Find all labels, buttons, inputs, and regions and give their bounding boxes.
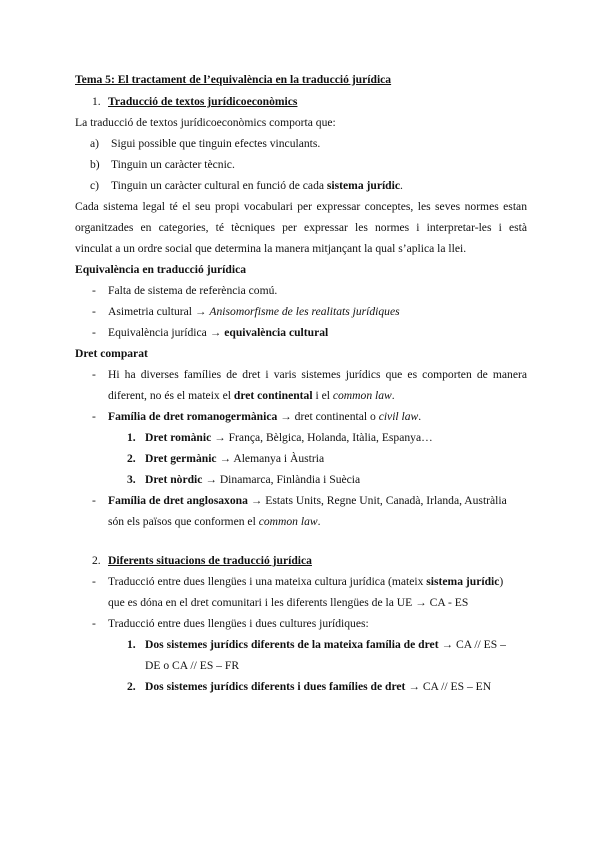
list-item: Tinguin un caràcter cultural en funció de cada sistema jurídic. [111,179,403,192]
list-marker: b) [90,158,100,171]
document-title: Tema 5: El tractament de l’equivalència en la traducció jurídica [75,73,392,86]
sub-item-continuation: DE o CA // ES – FR [145,659,240,672]
list-item: Equivalència jurídica → equivalència cultural [108,326,329,339]
sub-item: Dos sistemes jurídics diferents i dues famílies de dret → CA // ES – EN [145,680,492,693]
sub-item: Dret romànic → França, Bèlgica, Holanda, Itàlia, Espanya… [145,431,433,444]
bullet-marker: - [92,284,96,297]
bullet-marker: - [92,368,96,381]
bullet-marker: - [92,575,96,588]
list-item-continuation: són els països que conformen el common law. [108,515,321,528]
list-item: Família de dret anglosaxona → Estats Units, Regne Unit, Canadà, Irlanda, Austràlia [108,494,507,507]
list-item: Hi ha diverses famílies de dret i varis sistemes jurídics que es comporten de manera [108,368,527,381]
list-item: Asimetria cultural → Anisomorfisme de les realitats jurídiques [108,305,400,318]
list-item: Sigui possible que tinguin efectes vinculants. [111,137,321,150]
list-marker: c) [90,179,100,192]
list-item-continuation: que es dóna en el dret comunitari i les diferents llengües de la UE → CA - ES [108,596,469,609]
sub-item: Dret germànic → Alemanya i Àustria [145,452,325,465]
bullet-marker: - [92,326,96,339]
section2-number: 2. [92,554,101,567]
bullet-marker: - [92,617,96,630]
list-item: Família de dret romanogermànica → dret continental o civil law. [108,410,422,423]
list-item: Falta de sistema de referència comú. [108,284,278,297]
list-item: Tinguin un caràcter tècnic. [111,158,235,171]
sub-marker: 3. [127,473,136,486]
sub-marker: 2. [127,680,136,693]
list-item-continuation: diferent, no és el mateix el dret continental i el common law. [108,389,395,402]
bullet-marker: - [92,410,96,423]
section1-number: 1. [92,95,101,108]
paragraph-line: organitzades en categories, té tècniques per expressar les normes i interpretar-les i està [75,221,527,234]
section2-heading: Diferents situacions de traducció jurídica [108,554,312,567]
equivalence-heading: Equivalència en traducció jurídica [75,263,247,276]
sub-item: Dret nòrdic → Dinamarca, Finlàndia i Suècia [145,473,361,486]
list-item: Traducció entre dues llengües i una mateixa cultura jurídica (mateix sistema jurídic) [108,575,504,588]
list-marker: a) [90,137,100,150]
paragraph-line: vinculat a un ordre social que determina la manera mitjançant la qual s’aplica la llei. [75,242,467,255]
comparative-heading: Dret comparat [75,347,148,360]
list-item: Traducció entre dues llengües i dues cultures jurídiques: [108,617,369,630]
sub-item: Dos sistemes jurídics diferents de la mateixa família de dret → CA // ES – [145,638,506,651]
bullet-marker: - [92,494,96,507]
bullet-marker: - [92,305,96,318]
section1-heading: Traducció de textos jurídicoeconòmics [108,95,298,108]
sub-marker: 2. [127,452,136,465]
section1-intro: La traducció de textos jurídicoeconòmics comporta que: [75,116,336,129]
sub-marker: 1. [127,431,136,444]
paragraph-line: Cada sistema legal té el seu propi vocabulari per expressar conceptes, les seves normes estan [75,200,527,213]
sub-marker: 1. [127,638,136,651]
